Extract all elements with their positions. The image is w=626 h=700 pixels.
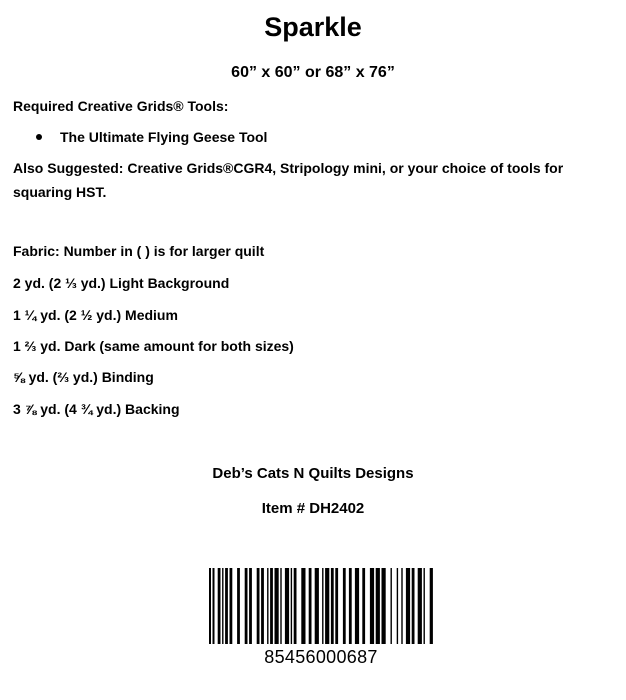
barcode-bar — [301, 568, 305, 644]
barcode-bar — [406, 568, 410, 644]
barcode-bar — [230, 568, 233, 644]
item-number: Item # DH2402 — [261, 500, 365, 517]
barcode-bar — [382, 568, 386, 644]
barcode-bar — [285, 568, 289, 644]
barcode-number: 85456000687 — [264, 647, 378, 667]
required-tools-heading: Required Creative Grids® Tools: — [13, 98, 229, 114]
designer-name: Deb’s Cats N Quilts Designs — [212, 465, 414, 482]
barcode-bar — [291, 568, 292, 644]
barcode-bar — [418, 568, 422, 644]
barcode-bar — [237, 568, 240, 644]
barcode-bar — [257, 568, 260, 644]
barcode-bar — [401, 568, 402, 644]
barcode-bar — [315, 568, 319, 644]
barcode-bar — [349, 568, 352, 644]
barcode — [203, 562, 439, 680]
barcode-bar — [391, 568, 392, 644]
barcode-bar — [209, 568, 211, 644]
barcode-bar — [267, 568, 268, 644]
barcode-bar — [325, 568, 329, 644]
barcode-bar — [270, 568, 273, 644]
barcode-bar — [280, 568, 281, 644]
barcode-bar — [335, 568, 338, 644]
fabric-heading: Fabric: Number in ( ) is for larger quilt — [13, 243, 265, 259]
barcode-bar — [430, 568, 433, 644]
required-tool-item — [36, 127, 267, 147]
barcode-bar — [249, 568, 252, 644]
barcode-bar — [218, 568, 221, 644]
required-tool-label: The Ultimate Flying Geese Tool — [60, 129, 268, 145]
pattern-title: Sparkle — [264, 12, 362, 42]
barcode-bar — [412, 568, 415, 644]
barcode-bar — [376, 568, 380, 644]
fabric-item: 1 ¼ yd. (2 ½ yd.) Medium — [13, 307, 178, 323]
quilt-dimensions: 60” x 60” or 68” x 76” — [231, 64, 395, 81]
barcode-bar — [362, 568, 365, 644]
barcode-bar — [222, 568, 223, 644]
barcode-bar — [322, 568, 323, 644]
fabric-item: 3 ⅞ yd. (4 ¾ yd.) Backing — [13, 401, 180, 417]
barcode-bar — [424, 568, 425, 644]
barcode-bar — [397, 568, 398, 644]
barcode-bar — [309, 568, 312, 644]
barcode-bar — [343, 568, 346, 644]
fabric-item: 1 ⅔ yd. Dark (same amount for both sizes) — [13, 338, 294, 354]
barcode-bar — [370, 568, 374, 644]
barcode-bar — [225, 568, 228, 644]
also-suggested-text: Also Suggested: Creative Grids®CGR4, Stripology mini, or your choice of tools for squaring HST. — [13, 160, 564, 200]
barcode-bar — [294, 568, 297, 644]
barcode-bar — [245, 568, 248, 644]
bullet-icon — [36, 134, 42, 140]
barcode-bar — [261, 568, 264, 644]
barcode-bar — [355, 568, 359, 644]
fabric-item: 2 yd. (2 ⅓ yd.) Light Background — [13, 275, 230, 291]
barcode-bar — [275, 568, 279, 644]
barcode-bars — [203, 562, 439, 646]
fabric-item: ⅝ yd. (⅔ yd.) Binding — [13, 369, 154, 385]
barcode-bar — [213, 568, 215, 644]
barcode-bar — [331, 568, 334, 644]
